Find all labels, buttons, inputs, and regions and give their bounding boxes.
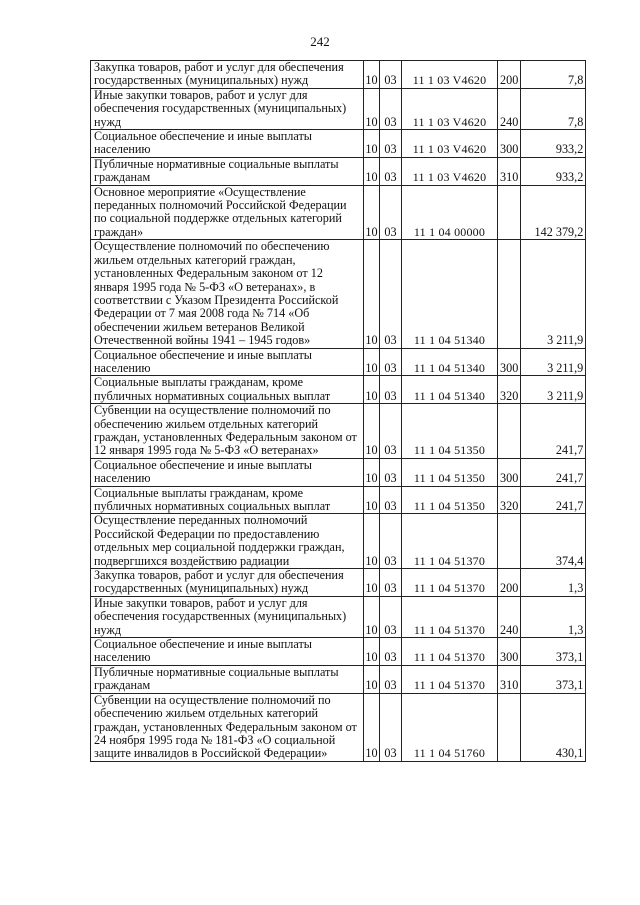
table-row xyxy=(91,569,586,597)
table-row xyxy=(91,376,586,404)
target-article-code: 11 1 04 51350 xyxy=(402,404,498,459)
table-row xyxy=(91,185,586,240)
amount: 7,8 xyxy=(521,88,586,129)
target-article-code: 11 1 04 51340 xyxy=(402,240,498,348)
table-row xyxy=(91,157,586,185)
table-row xyxy=(91,486,586,514)
target-article-code: 11 1 04 51370 xyxy=(402,665,498,693)
table-row xyxy=(91,240,586,348)
expense-type-code: 320 xyxy=(498,376,521,404)
subsection-code: 03 xyxy=(380,157,402,185)
subsection-code: 03 xyxy=(380,514,402,569)
section-code: 10 xyxy=(364,638,380,666)
section-code: 10 xyxy=(364,130,380,158)
row-name: Иные закупки товаров, работ и услуг для обеспечения государственных (муниципальных) нужд xyxy=(91,596,364,637)
amount: 3 211,9 xyxy=(521,348,586,376)
subsection-code: 03 xyxy=(380,130,402,158)
expense-type-code xyxy=(498,185,521,240)
amount: 933,2 xyxy=(521,157,586,185)
table-row xyxy=(91,458,586,486)
expense-type-code: 200 xyxy=(498,61,521,89)
table-row xyxy=(91,348,586,376)
amount: 3 211,9 xyxy=(521,376,586,404)
subsection-code: 03 xyxy=(380,486,402,514)
target-article-code: 11 1 04 51340 xyxy=(402,348,498,376)
expense-type-code: 240 xyxy=(498,596,521,637)
row-name: Публичные нормативные социальные выплаты гражданам xyxy=(91,665,364,693)
expense-type-code: 300 xyxy=(498,458,521,486)
table-row xyxy=(91,130,586,158)
amount: 373,1 xyxy=(521,665,586,693)
subsection-code: 03 xyxy=(380,693,402,761)
amount: 3 211,9 xyxy=(521,240,586,348)
row-name: Осуществление переданных полномочий Российской Федерации по предоставлению отдельных мер социальной поддержки граждан, подвергшихся воздействию радиации xyxy=(91,514,364,569)
expense-type-code: 300 xyxy=(498,638,521,666)
expense-type-code: 300 xyxy=(498,130,521,158)
subsection-code: 03 xyxy=(380,665,402,693)
budget-table xyxy=(90,60,586,762)
section-code: 10 xyxy=(364,569,380,597)
target-article-code: 11 1 03 V4620 xyxy=(402,130,498,158)
expense-type-code: 240 xyxy=(498,88,521,129)
section-code: 10 xyxy=(364,596,380,637)
target-article-code: 11 1 03 V4620 xyxy=(402,157,498,185)
target-article-code: 11 1 04 51340 xyxy=(402,376,498,404)
subsection-code: 03 xyxy=(380,185,402,240)
row-name: Социальные выплаты гражданам, кроме публичных нормативных социальных выплат xyxy=(91,376,364,404)
row-name: Осуществление полномочий по обеспечению жильем отдельных категорий граждан, установленных Федеральным законом от 12 января 1995 года № 5-ФЗ «О ветеранах», в соответствии с Указом Президента Российской Федерации от 7 мая 2008 года № 714 «Об обеспечении жильем ветеранов Великой Отечественной войны 1941 – 1945 годов» xyxy=(91,240,364,348)
expense-type-code: 320 xyxy=(498,486,521,514)
target-article-code: 11 1 04 51350 xyxy=(402,458,498,486)
amount: 1,3 xyxy=(521,569,586,597)
section-code: 10 xyxy=(364,185,380,240)
expense-type-code: 300 xyxy=(498,348,521,376)
section-code: 10 xyxy=(364,514,380,569)
subsection-code: 03 xyxy=(380,61,402,89)
amount: 241,7 xyxy=(521,404,586,459)
row-name: Субвенции на осуществление полномочий по обеспечению жильем отдельных категорий граждан, установленных Федеральным законом от 24 ноября 1995 года № 181-ФЗ «О социальной защите инвалидов в Российской Федерации» xyxy=(91,693,364,761)
row-name: Социальное обеспечение и иные выплаты населению xyxy=(91,458,364,486)
page-number: 242 xyxy=(310,34,330,49)
section-code: 10 xyxy=(364,693,380,761)
amount: 142 379,2 xyxy=(521,185,586,240)
amount: 1,3 xyxy=(521,596,586,637)
subsection-code: 03 xyxy=(380,596,402,637)
section-code: 10 xyxy=(364,240,380,348)
target-article-code: 11 1 04 51760 xyxy=(402,693,498,761)
amount: 933,2 xyxy=(521,130,586,158)
subsection-code: 03 xyxy=(380,404,402,459)
expense-type-code: 310 xyxy=(498,157,521,185)
target-article-code: 11 1 04 51370 xyxy=(402,569,498,597)
row-name: Закупка товаров, работ и услуг для обеспечения государственных (муниципальных) нужд xyxy=(91,61,364,89)
row-name: Социальное обеспечение и иные выплаты населению xyxy=(91,130,364,158)
table-row xyxy=(91,665,586,693)
row-name: Иные закупки товаров, работ и услуг для обеспечения государственных (муниципальных) нужд xyxy=(91,88,364,129)
table-row xyxy=(91,88,586,129)
section-code: 10 xyxy=(364,376,380,404)
table-row xyxy=(91,514,586,569)
table-row xyxy=(91,693,586,761)
subsection-code: 03 xyxy=(380,569,402,597)
target-article-code: 11 1 04 51370 xyxy=(402,514,498,569)
subsection-code: 03 xyxy=(380,638,402,666)
target-article-code: 11 1 04 51370 xyxy=(402,596,498,637)
target-article-code: 11 1 03 V4620 xyxy=(402,88,498,129)
subsection-code: 03 xyxy=(380,376,402,404)
amount: 373,1 xyxy=(521,638,586,666)
table-body xyxy=(91,61,586,762)
expense-type-code xyxy=(498,693,521,761)
table-row xyxy=(91,404,586,459)
subsection-code: 03 xyxy=(380,348,402,376)
table-row xyxy=(91,61,586,89)
target-article-code: 11 1 04 51370 xyxy=(402,638,498,666)
section-code: 10 xyxy=(364,665,380,693)
section-code: 10 xyxy=(364,88,380,129)
subsection-code: 03 xyxy=(380,88,402,129)
section-code: 10 xyxy=(364,404,380,459)
table-row xyxy=(91,638,586,666)
target-article-code: 11 1 03 V4620 xyxy=(402,61,498,89)
amount: 241,7 xyxy=(521,458,586,486)
row-name: Субвенции на осуществление полномочий по обеспечению жильем отдельных категорий граждан, установленных Федеральным законом от 12 января 1995 года № 5-ФЗ «О ветеранах» xyxy=(91,404,364,459)
subsection-code: 03 xyxy=(380,240,402,348)
row-name: Основное мероприятие «Осуществление переданных полномочий Российской Федерации по социальной поддержке отдельных категорий граждан» xyxy=(91,185,364,240)
expense-type-code: 310 xyxy=(498,665,521,693)
amount: 7,8 xyxy=(521,61,586,89)
section-code: 10 xyxy=(364,61,380,89)
row-name: Публичные нормативные социальные выплаты гражданам xyxy=(91,157,364,185)
table-row xyxy=(91,596,586,637)
amount: 374,4 xyxy=(521,514,586,569)
amount: 430,1 xyxy=(521,693,586,761)
expense-type-code: 200 xyxy=(498,569,521,597)
section-code: 10 xyxy=(364,486,380,514)
section-code: 10 xyxy=(364,157,380,185)
row-name: Социальное обеспечение и иные выплаты населению xyxy=(91,348,364,376)
expense-type-code xyxy=(498,404,521,459)
row-name: Социальные выплаты гражданам, кроме публичных нормативных социальных выплат xyxy=(91,486,364,514)
subsection-code: 03 xyxy=(380,458,402,486)
row-name: Закупка товаров, работ и услуг для обеспечения государственных (муниципальных) нужд xyxy=(91,569,364,597)
expense-type-code xyxy=(498,240,521,348)
section-code: 10 xyxy=(364,458,380,486)
target-article-code: 11 1 04 51350 xyxy=(402,486,498,514)
row-name: Социальное обеспечение и иные выплаты населению xyxy=(91,638,364,666)
expense-type-code xyxy=(498,514,521,569)
section-code: 10 xyxy=(364,348,380,376)
target-article-code: 11 1 04 00000 xyxy=(402,185,498,240)
amount: 241,7 xyxy=(521,486,586,514)
